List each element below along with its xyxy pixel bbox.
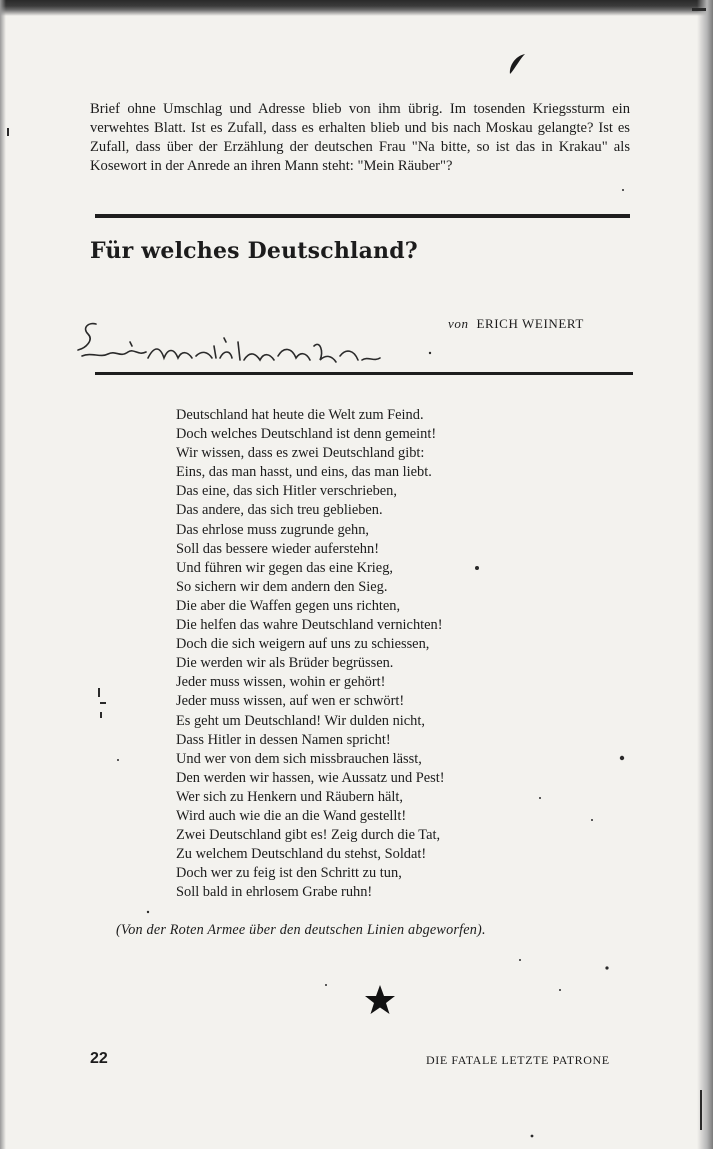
poem-line: Zu welchem Deutschland du stehst, Soldat! [176, 846, 427, 863]
scan-edge-top [0, 0, 713, 16]
poem-line: So sichern wir dem andern den Sieg. [176, 578, 388, 595]
poem-line: Jeder muss wissen, auf wen er schwört! [176, 693, 405, 710]
article-title: Für welches Deutschland? [90, 238, 418, 264]
intro-paragraph: Brief ohne Umschlag und Adresse blieb von ihm übrig. Im tosenden Kriegssturm ein verwehtes Blatt. Ist es Zufall, dass es erhalten blieb und bis nach Moskau gelangte? Ist es Zufall, dass über der Erzählung der deutschen Frau "Na bitte, so ist das in Krakau" als Kosewort in der Anrede an ihren Mann steht: "Mein Räuber"? [90, 101, 630, 174]
poem-line: Soll das bessere wieder auferstehn! [176, 540, 379, 557]
section-divider-top [95, 214, 630, 218]
poem-line: Wir wissen, dass es zwei Deutschland gibt: [176, 445, 425, 462]
scan-edge-right [697, 0, 713, 1149]
handwritten-annotation [74, 316, 434, 372]
poem-line: Wird auch wie die an die Wand gestellt! [176, 807, 407, 824]
poem-line: Die werden wir als Brüder begrüssen. [176, 655, 394, 672]
byline [448, 316, 584, 332]
poem-line: Zwei Deutschland gibt es! Zeig durch die Tat, [176, 827, 441, 844]
poem-line: Das andere, das sich treu geblieben. [176, 502, 383, 519]
page-number: 22 [90, 1050, 108, 1067]
poem-line: Den werden wir hassen, wie Aussatz und Pest! [176, 769, 445, 786]
poem-line: Wer sich zu Henkern und Räubern hält, [176, 788, 404, 805]
scan-edge-left [0, 0, 6, 1149]
poem-line: Dass Hitler in dessen Namen spricht! [176, 731, 391, 748]
poem-line: Doch welches Deutschland ist denn gemeint! [176, 426, 437, 443]
poem-line: Es geht um Deutschland! Wir dulden nicht, [176, 712, 425, 729]
poem-line: Die aber die Waffen gegen uns richten, [176, 597, 401, 614]
poem-line: Soll bald in ehrlosem Grabe ruhn! [176, 884, 373, 901]
running-title: DIE FATALE LETZTE PATRONE [426, 1053, 610, 1067]
author-name: ERICH WEINERT [476, 316, 584, 331]
star-ornament-icon [364, 984, 396, 1016]
poem-line: Das eine, das sich Hitler verschrieben, [176, 483, 397, 500]
poem-line: Doch wer zu feig ist den Schritt zu tun, [176, 865, 402, 882]
byline-prefix: von [448, 316, 469, 331]
poem [176, 406, 445, 902]
poem-line: Eins, das man hasst, und eins, das man liebt. [176, 464, 432, 481]
ink-blot-mark [507, 52, 527, 76]
poem-line: Und führen wir gegen das eine Krieg, [176, 559, 393, 576]
poem-line: Das ehrlose muss zugrunde gehn, [176, 521, 370, 538]
poem-line: Die helfen das wahre Deutschland vernichten! [176, 617, 443, 634]
poem-line: Und wer von dem sich missbrauchen lässt, [176, 750, 422, 767]
poem-line: Deutschland hat heute die Welt zum Feind. [176, 407, 424, 423]
section-divider-author [95, 372, 633, 375]
poem-line: Jeder muss wissen, wohin er gehört! [176, 674, 386, 691]
poem-caption: (Von der Roten Armee über den deutschen Linien abgeworfen). [116, 922, 486, 938]
poem-line: Doch die sich weigern auf uns zu schiessen, [176, 636, 430, 653]
